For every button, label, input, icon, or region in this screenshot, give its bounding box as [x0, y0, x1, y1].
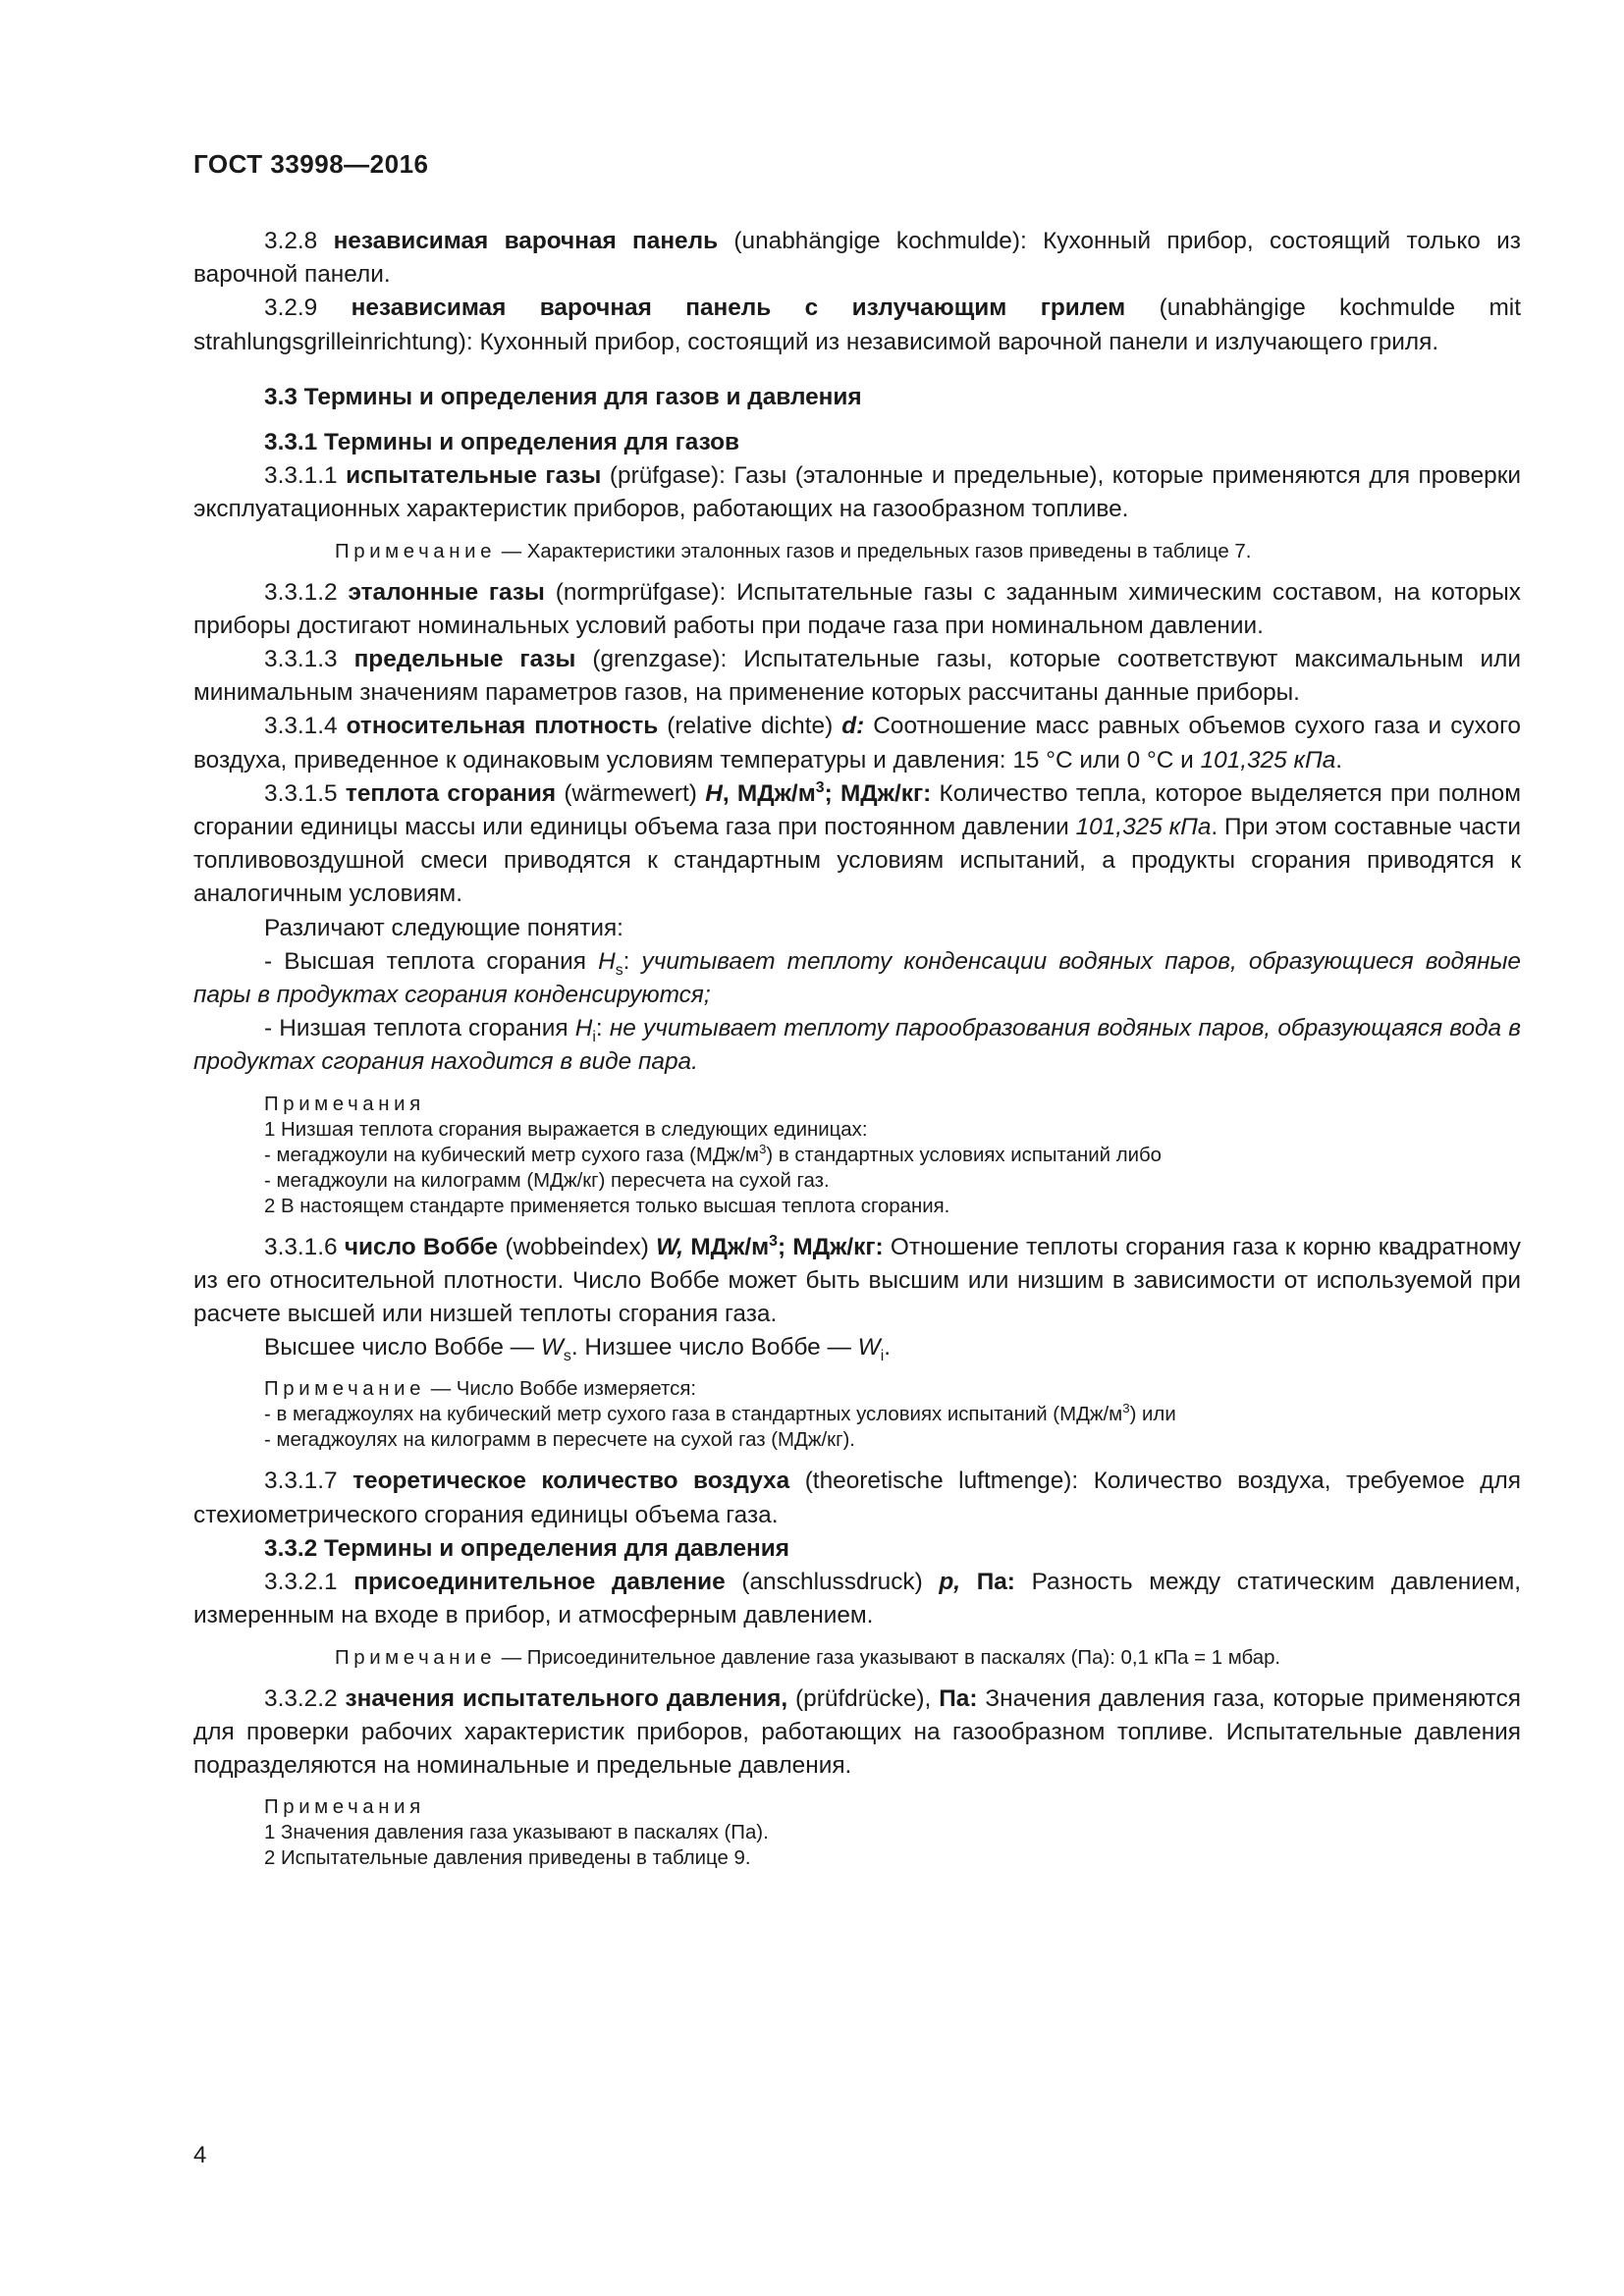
clause-3-3-1-3 [193, 643, 1521, 710]
distinguish-line: Различают следующие понятия: [264, 914, 623, 941]
clause-number: 3.3.1.7 [264, 1468, 338, 1495]
clause-number: 3.3.2.2 [264, 1684, 338, 1712]
note [193, 539, 1521, 564]
term: теоретическое количество воздуха [352, 1468, 790, 1495]
term-original: (prüfdrücke), [795, 1684, 932, 1712]
clause-3-3-1-2 [193, 576, 1521, 643]
note-label: Примечание [335, 1646, 497, 1669]
term-original: (theoretische luftmenge) [804, 1468, 1072, 1495]
symbol: H [705, 779, 723, 807]
term: значения испытательного давления, [345, 1684, 788, 1712]
page-number: 4 [193, 2142, 207, 2168]
notes: Примечания 1 Значения давления газа указывают в паскалях (Па). 2 Испытательные давления приведены в таблице 9. [193, 1794, 1521, 1871]
note [193, 1645, 1521, 1671]
clause-number: 3.3.2.1 [264, 1569, 338, 1596]
term: независимая варочная панель [333, 228, 719, 254]
term: эталонные газы [348, 578, 545, 606]
term: число Воббе [344, 1233, 499, 1260]
note-label: Примечание [264, 1378, 426, 1401]
document-header: ГОСТ 33998—2016 [193, 149, 429, 179]
wobbe-line: Высшее число Воббе — $W_s$. Низшее число Воббе — $W_i$. [264, 1334, 892, 1365]
symbol: p, [939, 1569, 961, 1596]
clause-3-3-2-1: 3.3.2.1 присоединительное давление (anschlussdruck) p, Па: Разность между статическим давлением, измеренным на входе в прибор, и атмосферным давлением. [193, 1569, 1522, 1629]
definition: : Кухонный прибор, состоящий только из варочной панели. [193, 228, 1521, 289]
term-original: (wobbeindex) [505, 1233, 649, 1260]
definition: Отношение теплоты сгорания газа к корню квадратному из его относительной плотности. Число Воббе может быть высшим или низшим в зависимости от используемой при расчете высшей или низшей теплоты сгорания газа. [193, 1233, 1521, 1328]
clause-3-3-1-5: 3.3.1.5 теплота сгорания (wärmewert) H, МДж/$м^3$; МДж/кг: Количество тепла, которое выделяется при полном сгорании единицы массы или единицы объема газа при постоянном давлении 101,325 кПа. При этом составные части топливовоздушной смеси приводятся к стандартным условиям испытаний, а продукты сгорания приводятся к аналогичным условиям. [193, 778, 1522, 908]
term: независимая варочная панель с излучающим грилем [351, 294, 1126, 322]
definition: : Газы (эталонные и предельные), которые применяются для проверки эксплуатационных характеристик приборов, работающих на газообразном топливе. [193, 462, 1521, 523]
term-original: (anschlussdruck) [741, 1569, 923, 1596]
clause-3-3-2-2: 3.3.2.2 значения испытательного давления, (prüfdrücke), Па: Значения давления газа, которые применяются для проверки рабочих характеристик приборов, работающих на газообразном топливе. Испытательные давления подразделяются на номинальные и предельные давления. [193, 1684, 1521, 1779]
clause-number: 3.3.1.3 [264, 646, 338, 673]
definition: Соотношение масс равных объемов сухого газа и сухого воздуха, приведенное к одинаковым условиям температуры и давления: 15 °С или 0 °С и [193, 713, 1521, 774]
symbol: W, [656, 1233, 684, 1260]
term-original: (wärmewert) [564, 779, 697, 807]
clause-number: 3.3.1.1 [264, 462, 338, 490]
definition: Значения давления газа, которые применяются для проверки рабочих характеристик приборов, работающих на газообразном топливе. Испытательные давления подразделяются на номинальные и предельные давления. [193, 1684, 1521, 1779]
clause-3-2-8 [193, 225, 1521, 292]
document-body [193, 225, 1521, 1871]
clause-3-3-1-1 [193, 459, 1521, 526]
clause-number: 3.3.1.2 [264, 578, 338, 606]
definition: : Кухонный прибор, состоящий из независимой варочной панели и излучающего гриля. [465, 328, 1439, 355]
definition: : Испытательные газы с заданным химическим составом, на которых приборы достигают номинальных условий работы при подаче газа при номинальном давлении. [193, 578, 1521, 639]
value: 101,325 кПа [1200, 746, 1336, 774]
note-label: Примечание [335, 540, 497, 562]
term-original: (prüfgase) [609, 462, 720, 490]
clause-number: 3.2.8 [264, 228, 318, 254]
section-heading-3-3: 3.3 Термины и определения для газов и давления [264, 383, 862, 410]
note-text: — Характеристики эталонных газов и предельных газов приведены в таблице 7. [496, 540, 1252, 562]
lower-heat-value: - Низшая теплота сгорания $H_i$: не учитывает теплоту парообразования водяных паров, образующаяся вода в продуктах сгорания находится в виде пара. [193, 1015, 1521, 1076]
clause-number: 3.3.1.6 [264, 1233, 338, 1260]
note-label: Примечания [264, 1796, 425, 1819]
term: относительная плотность [346, 713, 659, 740]
higher-heat-value: - Высшая теплота сгорания $H_s$: учитывает теплоту конденсации водяных паров, образующиеся водяные пары в продуктах сгорания конденсируются; [193, 947, 1521, 1009]
clause-3-2-9 [193, 292, 1521, 358]
clause-3-3-1-7 [193, 1465, 1521, 1531]
term-original: (grenzgase) [592, 646, 721, 673]
section-heading-3-3-1: 3.3.1 Термины и определения для газов [264, 429, 740, 456]
term-original: (relative dichte) [667, 713, 834, 740]
term-original: (unabhängige kochmulde) [733, 228, 1020, 254]
definition: : Количество воздуха, требуемое для стехиометрического сгорания единицы объема газа. [193, 1468, 1521, 1528]
clause-number: 3.2.9 [264, 294, 318, 322]
term-original: (unabhängige kochmulde mit strahlungsgrilleinrichtung) [193, 294, 1521, 355]
value: 101,325 кПа [1075, 814, 1212, 841]
note-label: Примечания [264, 1093, 425, 1115]
note-text: — Присоединительное давление газа указывают в паскалях (Па): 0,1 кПа = 1 мбар. [496, 1646, 1281, 1669]
note: Примечание — Число Воббе измеряется: - в мегаджоулях на кубический метр сухого газа в стандартных условиях испытаний $(МДж/м^3)$ или - мегаджоулях на килограмм в пересчете на сухой газ (МДж/кг). [264, 1378, 1176, 1452]
term: присоединительное давление [353, 1569, 726, 1596]
term-original: (normprüfgase) [555, 578, 720, 606]
notes: Примечания 1 Низшая теплота сгорания выражается в следующих единицах: - мегаджоули на кубический метр сухого газа $(МДж/м^3)$ в стандартных условиях испытаний либо - мегаджоули на килограмм (МДж/кг) пересчета на сухой газ. 2 В настоящем стандарте применяется только высшая теплота сгорания. [193, 1092, 1521, 1219]
definition: : Испытательные газы, которые соответствуют максимальным или минимальным значениям параметров газов, на применение которых рассчитаны данные приборы. [193, 646, 1522, 707]
term: испытательные газы [346, 462, 602, 490]
definition: Количество тепла, которое выделяется при полном сгорании единицы массы или единицы объема газа при постоянном давлении [193, 779, 1522, 841]
clause-number: 3.3.1.5 [264, 779, 338, 807]
term: предельные газы [353, 646, 576, 673]
term: теплота сгорания [345, 779, 557, 807]
clause-3-3-1-6: 3.3.1.6 число Воббе (wobbeindex) W, МДж/$м^3$; МДж/кг: Отношение теплоты сгорания газа к корню квадратному из его относительной плотности. Число Воббе может быть высшим или низшим в зависимости от используемой при расчете высшей или низшей теплоты сгорания газа. [193, 1232, 1521, 1328]
clause-number: 3.3.1.4 [264, 713, 338, 740]
clause-3-3-1-4: 3.3.1.4 относительная плотность (relative dichte) d: Соотношение масс равных объемов сухого газа и сухого воздуха, приведенное к одинаковым условиям температуры и давления: 15 °С или 0 °С и 101,325 кПа. [193, 713, 1521, 774]
symbol: d: [841, 713, 865, 740]
definition: Разность между статическим давлением, измеренным на входе в прибор, и атмосферным давлением. [193, 1569, 1522, 1629]
section-heading-3-3-2: 3.3.2 Термины и определения для давления [264, 1534, 790, 1562]
